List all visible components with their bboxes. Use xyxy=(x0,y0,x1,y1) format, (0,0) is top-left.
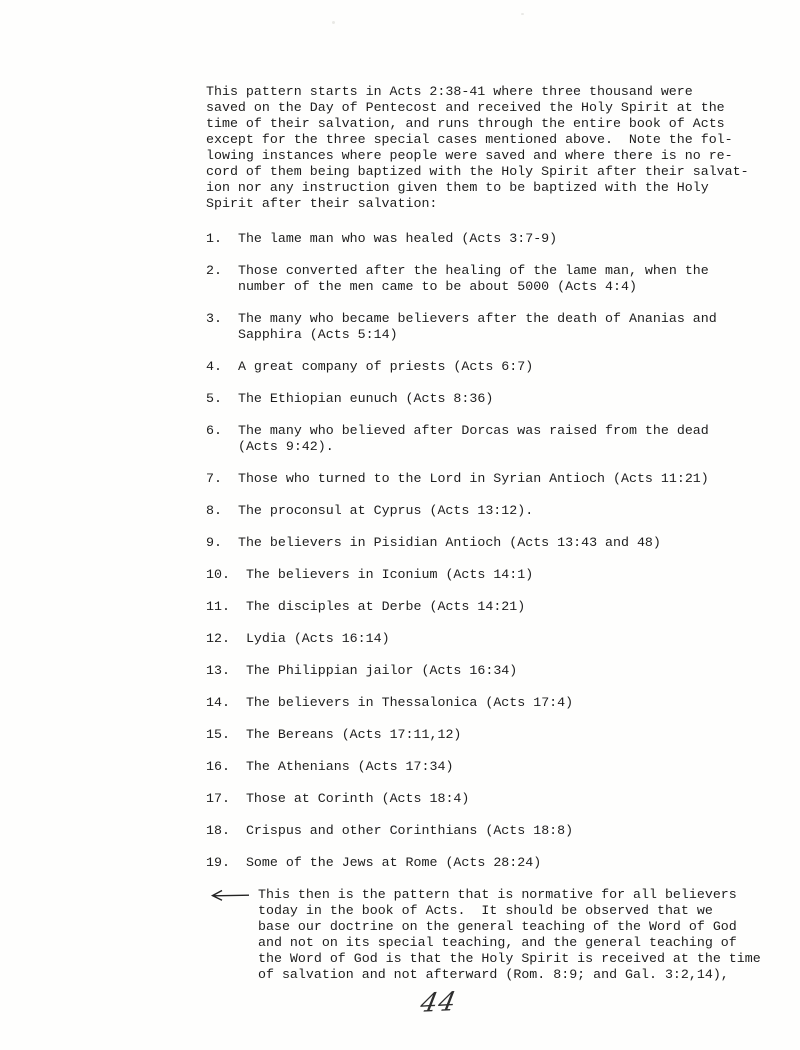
list-item-number: 19. xyxy=(206,855,230,870)
list-item xyxy=(206,695,800,711)
list-item xyxy=(206,471,800,487)
list-item xyxy=(206,263,800,295)
list-item-number: 13. xyxy=(206,663,230,678)
page-number: 44 xyxy=(417,987,460,1019)
list-item-number: 10. xyxy=(206,567,230,582)
scan-speck xyxy=(332,21,335,24)
list-item-number: 6. xyxy=(206,423,222,438)
list-item xyxy=(206,311,800,343)
list-item-number: 11. xyxy=(206,599,230,614)
closing-text: This then is the pattern that is normative for all believers today in the book of Acts. It should be observed that we base our doctrine on the general teaching of the Word of God and not on its special teaching, and the general teaching of the Word of God is that the Holy Spirit is received at the time of salvation and not afterward (Rom. 8:9; and Gal. 3:2,14), xyxy=(258,887,761,982)
list-item-text: Lydia (Acts 16:14) xyxy=(245,631,390,646)
list-item-number: 1. xyxy=(206,231,222,246)
list-item-number: 5. xyxy=(206,391,222,406)
list-item xyxy=(206,567,800,583)
list-item-text: The disciples at Derbe (Acts 14:21) xyxy=(245,599,526,614)
list-item-text: The Philippian jailor (Acts 16:34) xyxy=(245,663,518,678)
list-item xyxy=(206,759,800,775)
list-item xyxy=(206,231,800,247)
list-item-number: 17. xyxy=(206,791,230,806)
list-item-text: The Bereans (Acts 17:11,12) xyxy=(245,727,462,742)
closing-note xyxy=(206,887,800,983)
left-arrow-icon xyxy=(206,887,258,983)
body-text xyxy=(206,84,800,983)
list-item xyxy=(206,391,800,407)
list-item xyxy=(206,823,800,839)
list-item-text: The many who believed after Dorcas was raised from the dead (Acts 9:42). xyxy=(237,423,709,454)
list-item-text: The lame man who was healed (Acts 3:7-9) xyxy=(237,231,558,246)
list-item-text: The Athenians (Acts 17:34) xyxy=(245,759,454,774)
list-item-number: 18. xyxy=(206,823,230,838)
list-item-number: 3. xyxy=(206,311,222,326)
list-item-text: The Ethiopian eunuch (Acts 8:36) xyxy=(237,391,494,406)
list-item xyxy=(206,535,800,551)
list-item-number: 9. xyxy=(206,535,222,550)
intro-paragraph: This pattern starts in Acts 2:38-41 where three thousand were saved on the Day of Pentecost and received the Holy Spirit at the time of their salvation, and runs through the entire book of Acts except for the three special cases mentioned above. Note the fol- lowing instances where people were saved and where there is no re- cord of them being baptized with the Holy Spirit after their salvat- ion nor any instruction given them to be baptized with the Holy Spirit after their salvation: xyxy=(206,84,749,211)
list-item-text: Those who turned to the Lord in Syrian Antioch (Acts 11:21) xyxy=(237,471,709,486)
list-item-text: Crispus and other Corinthians (Acts 18:8) xyxy=(245,823,574,838)
list-item xyxy=(206,727,800,743)
list-item xyxy=(206,663,800,679)
list-item-text: The proconsul at Cyprus (Acts 13:12). xyxy=(237,503,534,518)
list-item-text: Those converted after the healing of the lame man, when the number of the men came to be about 5000 (Acts 4:4) xyxy=(237,263,709,294)
list-item xyxy=(206,599,800,615)
list-item-number: 2. xyxy=(206,263,222,278)
list-item xyxy=(206,855,800,871)
list-item-text: The believers in Iconium (Acts 14:1) xyxy=(245,567,534,582)
list-item-number: 8. xyxy=(206,503,222,518)
scan-speck xyxy=(521,13,524,15)
list-item-number: 4. xyxy=(206,359,222,374)
list-item-text: The believers in Pisidian Antioch (Acts 13:43 and 48) xyxy=(237,535,661,550)
list-item xyxy=(206,631,800,647)
list-item-number: 15. xyxy=(206,727,230,742)
list-item xyxy=(206,503,800,519)
list-item xyxy=(206,791,800,807)
list-item-text: Some of the Jews at Rome (Acts 28:24) xyxy=(245,855,542,870)
list-item-number: 16. xyxy=(206,759,230,774)
numbered-list xyxy=(206,231,800,871)
list-item-number: 7. xyxy=(206,471,222,486)
list-item-number: 14. xyxy=(206,695,230,710)
list-item-text: The believers in Thessalonica (Acts 17:4) xyxy=(245,695,574,710)
list-item-text: A great company of priests (Acts 6:7) xyxy=(237,359,534,374)
list-item-text: Those at Corinth (Acts 18:4) xyxy=(245,791,470,806)
list-item xyxy=(206,359,800,375)
list-item xyxy=(206,423,800,455)
list-item-text: The many who became believers after the death of Ananias and Sapphira (Acts 5:14) xyxy=(237,311,717,342)
list-item-number: 12. xyxy=(206,631,230,646)
